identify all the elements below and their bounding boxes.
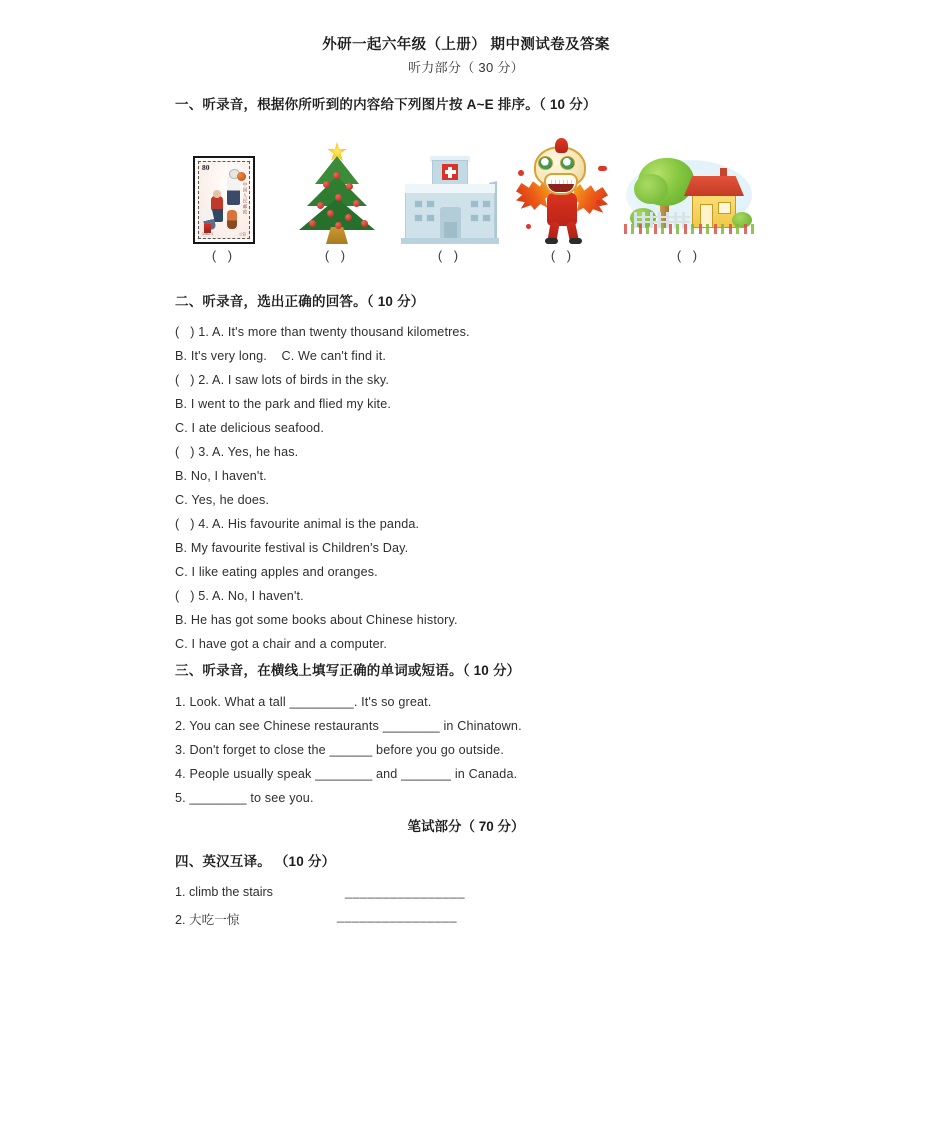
s3-line-4: 4. People usually speak ________ and _______ in Canada.: [175, 767, 518, 781]
s4-item-2-blank[interactable]: ________________: [337, 909, 458, 923]
s4-item-2-prompt: 2. 大吃一惊: [175, 913, 240, 927]
s2-line-6: ( ) 3. A. Yes, he has.: [175, 445, 299, 459]
s2-line-2: B. It's very long. C. We can't find it.: [175, 349, 387, 363]
answer-bracket-5[interactable]: ( ): [676, 248, 702, 263]
written-part-label: 笔试部分（ 70 分）: [407, 819, 525, 834]
listening-part-label: 听力部分（ 30 分）: [408, 60, 524, 75]
s2-line-12: ( ) 5. A. No, I haven't.: [175, 589, 304, 603]
house-with-tree-icon: [620, 156, 758, 244]
red-cross-icon: [442, 164, 458, 180]
page-title: 外研一起六年级（上册） 期中测试卷及答案: [322, 37, 610, 53]
s2-line-10: B. My favourite festival is Children's Day.: [175, 541, 409, 555]
s3-line-3: 3. Don't forget to close the ______ before you go outside.: [175, 743, 504, 757]
hospital-icon: [401, 152, 499, 244]
picture-cell-1: [168, 132, 280, 244]
stamp-corner-text: 中国人民邮政: [243, 182, 248, 215]
answer-bracket-row: [168, 248, 758, 263]
lion-dance-icon: [514, 140, 612, 244]
s2-line-13: B. He has got some books about Chinese history.: [175, 613, 458, 627]
s4-item-1-prompt: 1. climb the stairs: [175, 885, 273, 899]
picture-cell-3: [394, 132, 506, 244]
stamp-denomination: 80: [202, 163, 210, 172]
s2-line-5: C. I ate delicious seafood.: [175, 421, 324, 435]
section-three-heading: 三、听录音，在横线上填写正确的单词或短语。（ 10 分）: [175, 663, 521, 678]
christmas-tree-icon: [291, 142, 383, 244]
answer-bracket-1[interactable]: ( ): [211, 248, 237, 263]
s2-line-7: B. No, I haven't.: [175, 469, 267, 483]
s3-line-1: 1. Look. What a tall _________. It's so great.: [175, 695, 432, 709]
postage-stamp-icon: [193, 156, 255, 244]
s2-line-4: B. I went to the park and flied my kite.: [175, 397, 391, 411]
stamp-foot-right: 公益: [238, 232, 246, 236]
s2-line-14: C. I have got a chair and a computer.: [175, 637, 388, 651]
answer-bracket-3[interactable]: ( ): [437, 248, 463, 263]
answer-bracket-2[interactable]: ( ): [324, 248, 350, 263]
s3-line-2: 2. You can see Chinese restaurants ________ in Chinatown.: [175, 719, 522, 733]
s2-line-11: C. I like eating apples and oranges.: [175, 565, 378, 579]
picture-cell-4: [507, 132, 619, 244]
s2-line-3: ( ) 2. A. I saw lots of birds in the sky.: [175, 373, 390, 387]
section-two-heading: 二、听录音，选出正确的回答。（ 10 分）: [175, 294, 425, 309]
s2-line-1: ( ) 1. A. It's more than twenty thousand kilometres.: [175, 325, 470, 339]
stamp-foot-left: 1982-1: [202, 232, 214, 236]
picture-cell-5: [620, 132, 758, 244]
picture-row: [168, 132, 758, 244]
section-four-heading: 四、英汉互译。 （10 分）: [175, 854, 336, 869]
s2-line-8: C. Yes, he does.: [175, 493, 270, 507]
s2-line-9: ( ) 4. A. His favourite animal is the panda.: [175, 517, 420, 531]
s4-item-1-blank[interactable]: ________________: [345, 885, 466, 899]
section-one-heading: 一、听录音，根据你所听到的内容给下列图片按 A~E 排序。（ 10 分）: [175, 97, 597, 112]
answer-bracket-4[interactable]: ( ): [550, 248, 576, 263]
picture-cell-2: [281, 132, 393, 244]
s3-line-5: 5. ________ to see you.: [175, 791, 314, 805]
